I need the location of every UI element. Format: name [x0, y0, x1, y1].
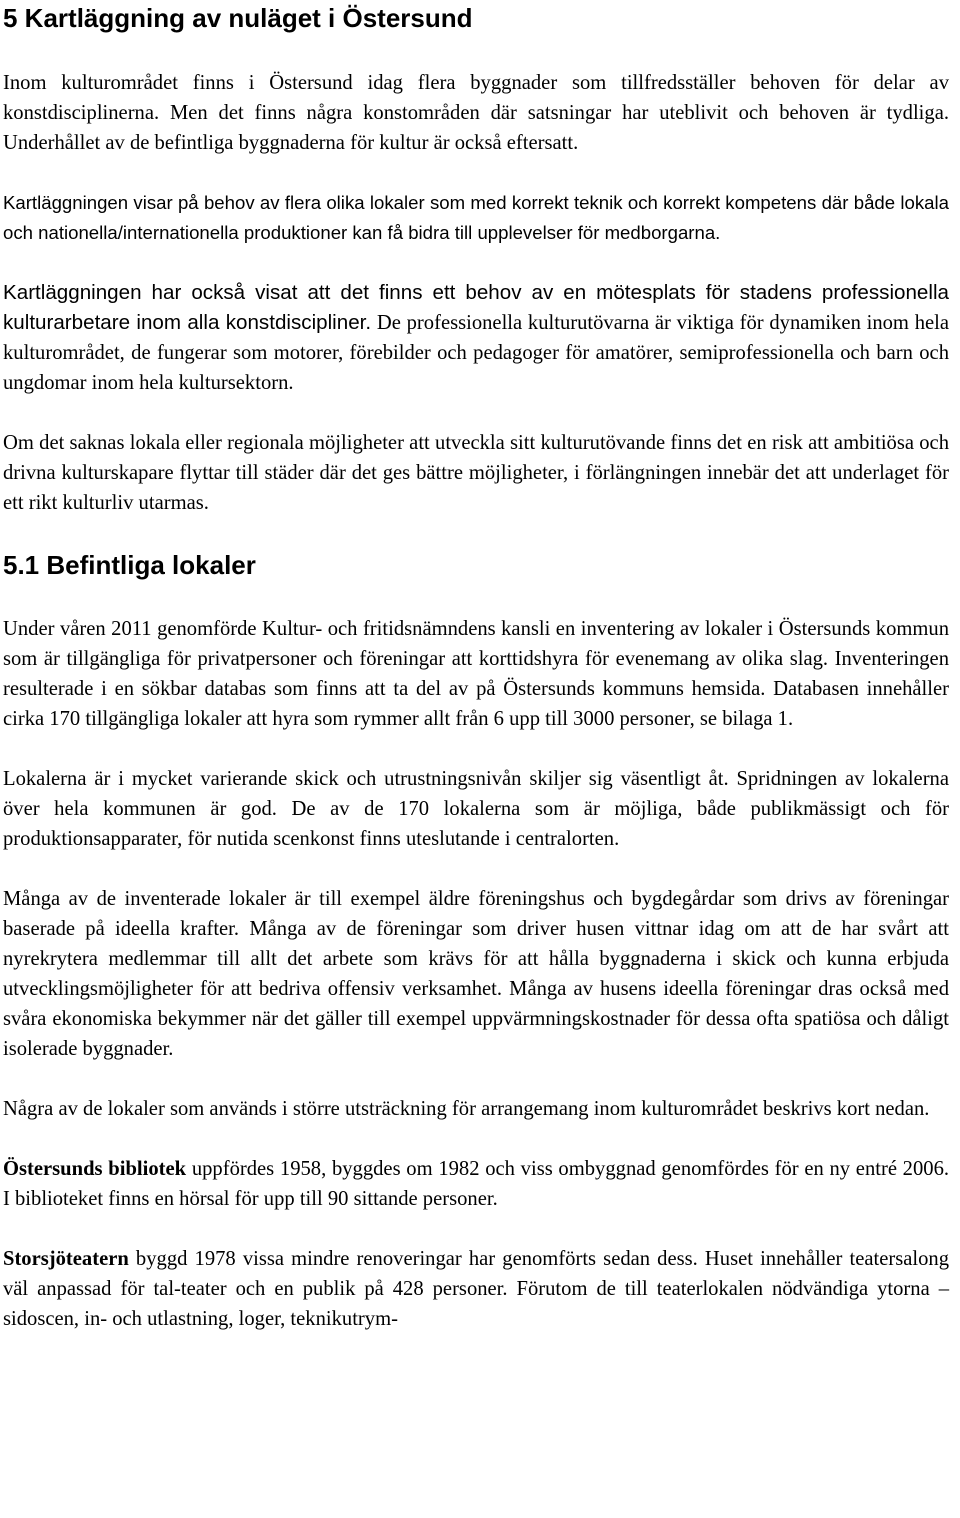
section-heading: 5 Kartläggning av nuläget i Östersund	[3, 3, 473, 33]
theatre-description: byggd 1978 vissa mindre renoveringar har genomförts sedan dess. Huset innehåller teatersalong väl anpassad för tal-teater och en publik på 428 personer. Förutom de till teaterlokalen nödvändiga ytorna – sidoscen, in- och utlastning, loger, teknikutrym-	[3, 1248, 949, 1330]
paragraph-intro: Inom kulturområdet finns i Östersund idag flera byggnader som tillfredsställer behoven för delar av konstdisciplinerna. Men det finns några konstområden där satsningar har uteblivit och behoven är tydliga. Underhållet av de befintliga byggnaderna för kultur är också eftersatt.	[3, 72, 949, 154]
paragraph-theatre	[3, 1244, 949, 1334]
paragraph-selection: Några av de lokaler som används i större utsträckning för arrangemang inom kulturområdet beskrivs kort nedan.	[3, 1098, 930, 1120]
paragraph-meeting-place	[3, 278, 949, 398]
paragraph-meeting-place-lead: Kartläggningen har också visat att det finns ett behov av en mötesplats för stadens professionella kulturarbetare inom alla konstdiscipliner.	[3, 281, 949, 334]
paragraph-library	[3, 1154, 949, 1214]
theatre-name: Storsjöteatern	[3, 1248, 129, 1270]
library-name: Östersunds bibliotek	[3, 1158, 187, 1180]
paragraph-meeting-place-tail: De professionella kulturutövarna är viktiga för dynamiken inom hela kulturområdet, de fungerar som motorer, förebilder och pedagoger för amatörer, semiprofessionella och barn och ungdomar inom hela kultursektorn.	[3, 312, 950, 394]
paragraph-needs: Kartläggningen visar på behov av flera olika lokaler som med korrekt teknik och korrekt kompetens där både lokala och nationella/internationella produktioner kan få bidra till upplevelser för medborgarna.	[3, 192, 949, 243]
subsection-heading: 5.1 Befintliga lokaler	[3, 550, 256, 580]
paragraph-risk: Om det saknas lokala eller regionala möjligheter att utveckla sitt kulturutövande finns det en risk att ambitiösa och drivna kulturskapare flyttar till städer där det ges bättre möjligheter, i förlängningen innebär det att underlaget för ett rikt kulturliv utarmas.	[3, 432, 949, 514]
library-description: uppfördes 1958, byggdes om 1982 och viss ombyggnad genomfördes för en ny entré 2006. I biblioteket finns en hörsal för upp till 90 sittande personer.	[3, 1158, 950, 1210]
document-page	[3, 0, 949, 1334]
paragraph-inventory: Under våren 2011 genomförde Kultur- och fritidsnämndens kansli en inventering av lokaler i Östersunds kommun som är tillgängliga för privatpersoner och föreningar att korttidshyra för evenemang av olika slag. Inventeringen resulterade i en sökbar databas som finns att ta del av på Östersunds kommuns hemsida. Databasen innehåller cirka 170 tillgängliga lokaler att hyra som rymmer allt från 6 upp till 3000 personer, se bilaga 1.	[3, 618, 949, 730]
paragraph-associations: Många av de inventerade lokaler är till exempel äldre föreningshus och bygdegårdar som drivs av föreningar baserade på ideella krafter. Många av de föreningar som driver husen vittnar idag om att de har svårt att nyrekrytera medlemmar till allt det arbete som krävs för att hålla byggnaderna i skick och kunna erbjuda utvecklingsmöjligheter för att bedriva offensiv verksamhet. Många av husens ideella föreningar dras också med svåra ekonomiska bekymmer när det gäller till exempel uppvärmningskostnader för dessa ofta spatiösa och dåligt isolerade byggnader.	[3, 888, 949, 1060]
paragraph-condition: Lokalerna är i mycket varierande skick och utrustningsnivån skiljer sig väsentligt åt. Spridningen av lokalerna över hela kommunen är god. De av de 170 lokalerna som är möjliga, både publikmässigt och för produktionsapparater, för nutida scenkonst finns uteslutande i centralorten.	[3, 768, 949, 850]
